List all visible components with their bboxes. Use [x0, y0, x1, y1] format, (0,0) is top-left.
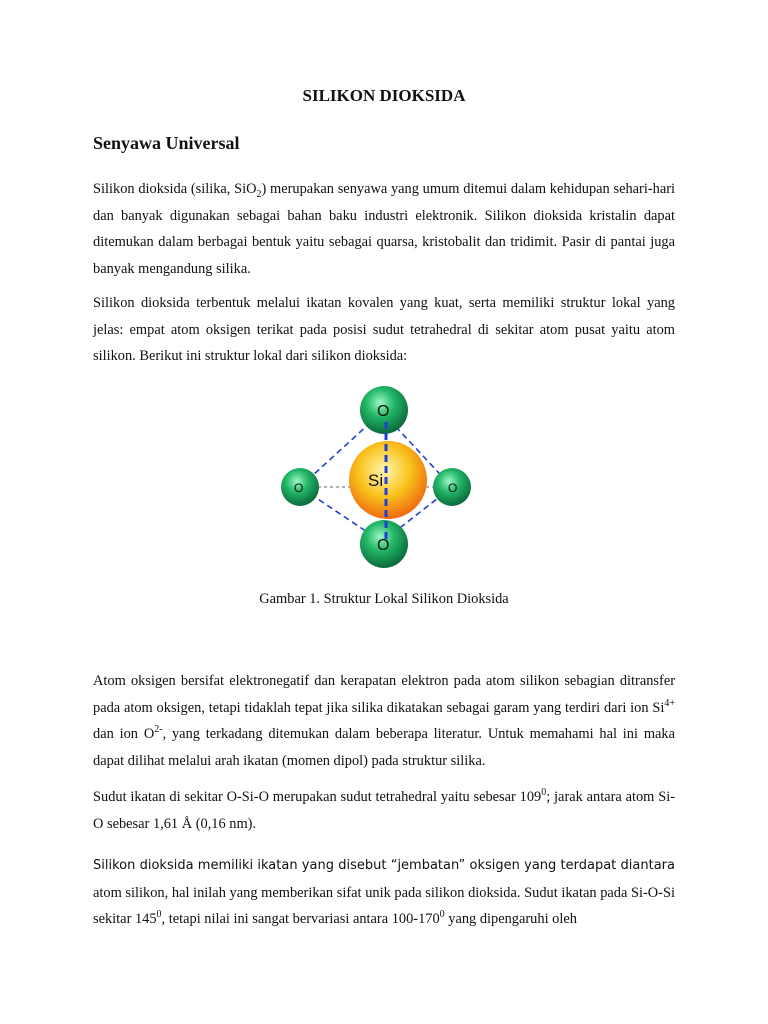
paragraph-2: Silikon dioksida terbentuk melalui ikatan kovalen yang kuat, serta memiliki struktur lokal yang jelas: empat atom oksigen terikat pada posisi sudut tetrahedral di sekitar atom pusat yaitu atom silikon. Berikut ini struktur lokal dari silikon dioksida:	[93, 295, 675, 365]
label-silicon: Si	[368, 471, 384, 490]
label-oxygen-top: O	[377, 403, 390, 420]
paragraph-3	[93, 668, 675, 774]
paragraph-5-text-a: Silikon dioksida memiliki ikatan yang disebut “jembatan” oksigen yang terdapat diantara	[93, 858, 675, 873]
silicon-dioxide-structure-diagram	[270, 380, 500, 575]
document-title: SILIKON DIOKSIDA	[302, 86, 466, 105]
paragraph-5-text-d: yang dipengaruhi oleh	[444, 911, 577, 928]
paragraph-1	[93, 176, 675, 282]
paragraph-5	[93, 852, 675, 933]
paragraph-4-text-b: ; jarak antara atom Si-O sebesar 1,61 Å (0,16 nm).	[93, 789, 675, 832]
label-oxygen-bottom: O	[377, 537, 390, 554]
degree-superscript-145: 0	[156, 909, 162, 921]
paragraph-1-text-a: Silikon dioksida (silika, SiO	[93, 181, 257, 197]
paragraph-4	[93, 784, 675, 837]
silicon-atom	[349, 441, 427, 519]
paragraph-5-text-b: atom silikon, hal inilah yang memberikan sifat unik pada silikon dioksida. Sudut ikatan pada Si-O-Si sekitar 145	[93, 884, 675, 928]
section-heading: Senyawa Universal	[93, 133, 240, 153]
superscript-4plus: 4+	[664, 697, 675, 709]
subscript-2: 2	[256, 188, 262, 200]
paragraph-1-text-b: ) merupakan senyawa yang umum ditemui dalam kehidupan sehari-hari dan banyak digunakan sebagai bahan baku industri elektronik. Silikon dioksida kristalin dapat ditemukan dalam berbagai bentuk yaitu sebagai quarsa, kristobalit dan tridimit. Pasir di pantai juga banyak mengandung silika.	[93, 181, 675, 277]
paragraph-4-text-a: Sudut ikatan di sekitar O-Si-O merupakan sudut tetrahedral yaitu sebesar 109	[93, 789, 542, 805]
paragraph-3-text-c: , yang terkadang ditemukan dalam beberapa literatur. Untuk memahami hal ini maka dapat dilihat melalui arah ikatan (momen dipol) pada struktur silika.	[93, 726, 675, 769]
paragraph-3-text-a: Atom oksigen bersifat elektronegatif dan kerapatan elektron pada atom silikon sebagian ditransfer pada atom oksigen, tetapi tidaklah tepat jika silika dikatakan sebagai garam yang terdiri dari ion Si	[93, 673, 675, 716]
degree-superscript-170: 0	[439, 909, 445, 921]
paragraph-3-text-b: dan ion O	[93, 726, 155, 743]
superscript-2minus: 2-	[154, 724, 163, 736]
paragraph-5-text-c: , tetapi nilai ini sangat bervariasi antara 100-170	[161, 911, 440, 928]
label-oxygen-right: O	[448, 481, 458, 495]
label-oxygen-left: O	[294, 481, 304, 495]
degree-superscript: 0	[541, 787, 547, 799]
figure-caption: Gambar 1. Struktur Lokal Silikon Dioksida	[259, 591, 509, 607]
